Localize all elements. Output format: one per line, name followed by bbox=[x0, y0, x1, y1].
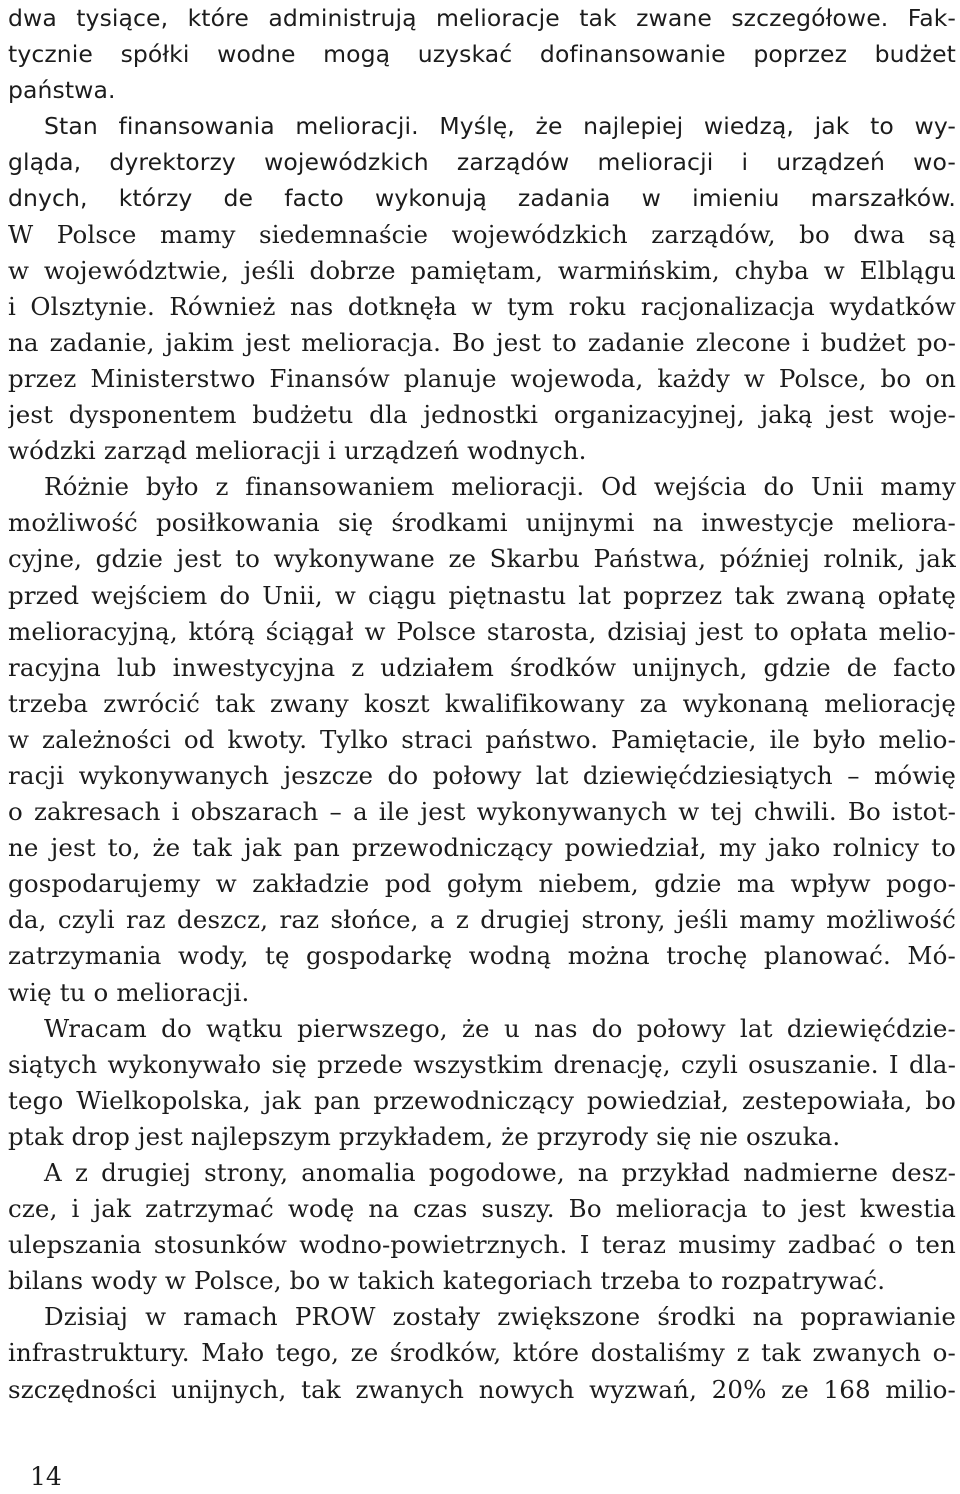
text-line: na zadanie, jakim jest melioracja. Bo jest to zadanie zlecone i budżet po- bbox=[8, 327, 956, 357]
text-line: państwa. bbox=[8, 76, 116, 105]
text-line: możliwość posiłkowania się środkami unijnymi na inwestycje meliora- bbox=[8, 508, 956, 538]
text-line: i Olsztynie. Również nas dotknęła w tym roku racjonalizacja wydatków bbox=[8, 291, 956, 321]
text-line: Wracam do wątku pierwszego, że u nas do połowy lat dziewięćdzie- bbox=[44, 1013, 956, 1043]
text-line: racyjna lub inwestycyjna z udziałem środków unijnych, gdzie de facto bbox=[8, 652, 956, 682]
text-line: zatrzymania wody, tę gospodarkę wodną można trochę planować. Mó- bbox=[8, 941, 956, 971]
text-line: tycznie spółki wodne mogą uzyskać dofinansowanie poprzez budżet bbox=[8, 40, 956, 69]
text-line: bilans wody w Polsce, bo w takich kategoriach trzeba to rozpatrywać. bbox=[8, 1266, 886, 1296]
text-line: melioracyjną, którą ściągał w Polsce starosta, dzisiaj jest to opłata melio- bbox=[8, 616, 956, 646]
text-line: racji wykonywanych jeszcze do połowy lat dziewięćdziesiątych – mówię bbox=[8, 760, 956, 790]
text-line: wię tu o melioracji. bbox=[8, 977, 250, 1007]
text-line: A z drugiej strony, anomalia pogodowe, na przykład nadmierne desz- bbox=[44, 1158, 956, 1187]
text-line: gląda, dyrektorzy wojewódzkich zarządów melioracji i urządzeń wo- bbox=[8, 148, 956, 177]
text-line: Dzisiaj w ramach PROW zostały zwiększone środki na poprawianie bbox=[44, 1302, 956, 1332]
text-line: jest dysponentem budżetu dla jednostki organizacyjnej, jaką jest woje- bbox=[8, 400, 956, 430]
text-line: wódzki zarząd melioracji i urządzeń wodnych. bbox=[8, 436, 587, 466]
text-line: cyjne, gdzie jest to wykonywane ze Skarbu Państwa, później rolnik, jak bbox=[8, 544, 956, 574]
text-line: ptak drop jest najlepszym przykładem, że przyrody się nie oszuka. bbox=[8, 1121, 841, 1151]
text-line: dnych, którzy de facto wykonują zadania w imieniu marszałków. bbox=[8, 184, 956, 213]
text-line: gospodarujemy w zakładzie pod gołym niebem, gdzie ma wpływ pogo- bbox=[8, 869, 956, 899]
page-number: 14 bbox=[30, 1462, 62, 1491]
text-line: w województwie, jeśli dobrze pamiętam, warmińskim, chyba w Elblągu bbox=[8, 255, 956, 285]
text-line: da, czyli raz deszcz, raz słońce, a z drugiej strony, jeśli mamy możliwość bbox=[8, 905, 956, 935]
text-line: w zależności od kwoty. Tylko straci państwo. Pamiętacie, ile było melio- bbox=[8, 724, 956, 754]
text-line: trzeba zwrócić tak zwany koszt kwalifikowany za wykonaną meliorację bbox=[8, 688, 956, 718]
text-line: tego Wielkopolska, jak pan przewodniczący powiedział, zestepowiała, bo bbox=[8, 1085, 956, 1115]
text-line: ne jest to, że tak jak pan przewodniczący powiedział, my jako rolnicy to bbox=[8, 833, 956, 863]
text-line: siątych wykonywało się przede wszystkim drenację, czyli osuszanie. I dla- bbox=[8, 1049, 956, 1079]
text-line: przez Ministerstwo Finansów planuje wojewoda, każdy w Polsce, bo on bbox=[8, 363, 956, 393]
text-line: W Polsce mamy siedemnaście wojewódzkich zarządów, bo dwa są bbox=[8, 219, 956, 249]
text-line: przed wejściem do Unii, w ciągu piętnastu lat poprzez tak zwaną opłatę bbox=[8, 580, 956, 610]
text-line: ulepszania stosunków wodno-powietrznych. I teraz musimy zadbać o ten bbox=[8, 1230, 956, 1260]
text-line: Różnie było z finansowaniem melioracji. Od wejścia do Unii mamy bbox=[44, 472, 956, 502]
text-line: Stan finansowania melioracji. Myślę, że najlepiej wiedzą, jak to wy- bbox=[44, 112, 956, 141]
text-line: cze, i jak zatrzymać wodę na czas suszy. Bo melioracja to jest kwestia bbox=[8, 1194, 956, 1224]
text-line: o zakresach i obszarach – a ile jest wykonywanych w tej chwili. Bo istot- bbox=[8, 797, 956, 827]
body-text bbox=[8, 0, 956, 1408]
text-line: dwa tysiące, które administrują melioracje tak zwane szczegółowe. Fak- bbox=[8, 4, 956, 32]
text-line: szczędności unijnych, tak zwanych nowych wyzwań, 20% ze 168 milio- bbox=[8, 1374, 956, 1404]
text-line: infrastruktury. Mało tego, ze środków, które dostaliśmy z tak zwanych o- bbox=[8, 1338, 956, 1368]
